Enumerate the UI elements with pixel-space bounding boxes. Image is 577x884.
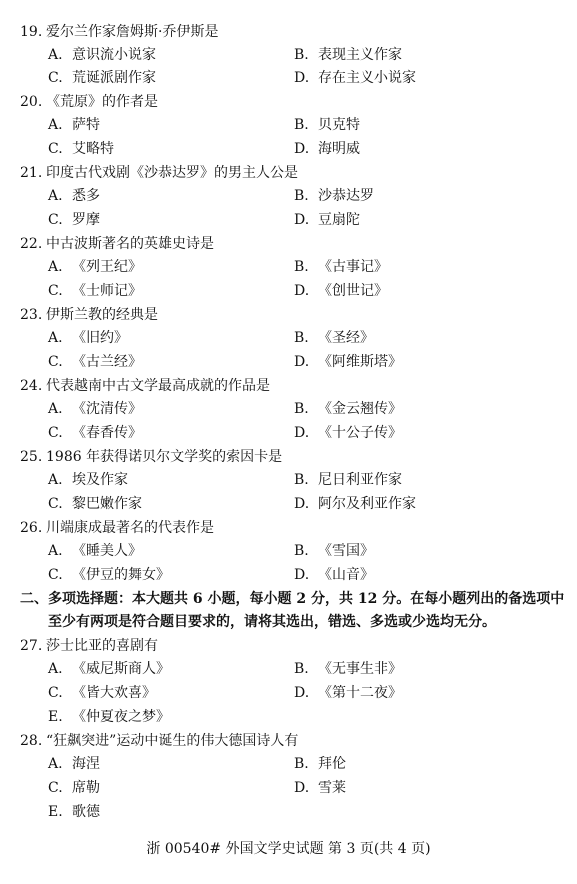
question-number: 19. bbox=[20, 24, 43, 40]
option-28-d: D. 雪莱 bbox=[294, 780, 346, 796]
question-text: 伊斯兰教的经典是 bbox=[46, 307, 158, 323]
question-text: 爱尔兰作家詹姆斯·乔伊斯是 bbox=[46, 24, 219, 40]
option-26-c: C. 《伊豆的舞女》 bbox=[48, 567, 170, 583]
option-24-d: D. 《十公子传》 bbox=[294, 425, 402, 441]
option-22-b: B. 《古事记》 bbox=[294, 259, 388, 275]
question-24 bbox=[20, 375, 270, 398]
question-number: 25. bbox=[20, 449, 43, 465]
question-26 bbox=[20, 517, 214, 540]
option-21-b: B. 沙恭达罗 bbox=[294, 188, 374, 204]
option-26-a: A. 《睡美人》 bbox=[48, 543, 142, 559]
option-21-d: D. 豆扇陀 bbox=[294, 212, 360, 228]
option-25-d: D. 阿尔及利亚作家 bbox=[294, 496, 416, 512]
question-text: 莎士比亚的喜剧有 bbox=[46, 638, 158, 654]
option-20-d: D. 海明威 bbox=[294, 141, 360, 157]
option-24-b: B. 《金云翘传》 bbox=[294, 401, 402, 417]
option-26-b: B. 《雪国》 bbox=[294, 543, 374, 559]
option-25-a: A. 埃及作家 bbox=[48, 472, 128, 488]
question-21 bbox=[20, 162, 298, 185]
option-23-d: D. 《阿维斯塔》 bbox=[294, 354, 402, 370]
option-28-a: A. 海涅 bbox=[48, 756, 100, 772]
option-20-b: B. 贝克特 bbox=[294, 117, 360, 133]
option-27-a: A. 《威尼斯商人》 bbox=[48, 661, 170, 677]
question-text: 川端康成最著名的代表作是 bbox=[46, 520, 214, 536]
option-24-c: C. 《春香传》 bbox=[48, 425, 142, 441]
question-number: 27. bbox=[20, 638, 43, 654]
question-number: 22. bbox=[20, 236, 43, 252]
option-22-a: A. 《列王纪》 bbox=[48, 259, 142, 275]
question-28 bbox=[20, 730, 298, 753]
option-19-b: B. 表现主义作家 bbox=[294, 47, 402, 63]
option-28-e: E. 歌德 bbox=[48, 804, 100, 820]
option-20-a: A. 萨特 bbox=[48, 117, 100, 133]
option-22-d: D. 《创世记》 bbox=[294, 283, 388, 299]
option-25-b: B. 尼日利亚作家 bbox=[294, 472, 402, 488]
question-number: 26. bbox=[20, 520, 43, 536]
question-text: 中古波斯著名的英雄史诗是 bbox=[46, 236, 214, 252]
option-26-d: D. 《山音》 bbox=[294, 567, 374, 583]
option-21-a: A. 悉多 bbox=[48, 188, 100, 204]
option-24-a: A. 《沈清传》 bbox=[48, 401, 142, 417]
option-21-c: C. 罗摩 bbox=[48, 212, 100, 228]
question-25 bbox=[20, 446, 282, 469]
section-2-line-2: 至少有两项是符合题目要求的，请将其选出，错选、多选或少选均无分。 bbox=[48, 614, 496, 630]
question-text: 代表越南中古文学最高成就的作品是 bbox=[46, 378, 270, 394]
option-22-c: C. 《士师记》 bbox=[48, 283, 142, 299]
option-28-c: C. 席勒 bbox=[48, 780, 100, 796]
question-number: 28. bbox=[20, 733, 43, 749]
option-20-c: C. 艾略特 bbox=[48, 141, 114, 157]
question-20 bbox=[20, 91, 158, 114]
question-text: 印度古代戏剧《沙恭达罗》的男主人公是 bbox=[46, 165, 298, 181]
option-23-a: A. 《旧约》 bbox=[48, 330, 128, 346]
option-27-e: E. 《仲夏夜之梦》 bbox=[48, 709, 170, 725]
option-27-b: B. 《无事生非》 bbox=[294, 661, 402, 677]
question-number: 21. bbox=[20, 165, 43, 181]
page-footer: 浙 00540# 外国文学史试题 第 3 页(共 4 页) bbox=[146, 841, 431, 857]
question-22 bbox=[20, 233, 214, 256]
option-23-b: B. 《圣经》 bbox=[294, 330, 374, 346]
question-text: 1986 年获得诺贝尔文学奖的索因卡是 bbox=[46, 449, 283, 465]
option-19-c: C. 荒诞派剧作家 bbox=[48, 70, 156, 86]
section-2-heading bbox=[20, 588, 568, 634]
question-text: “狂飙突进”运动中诞生的伟大德国诗人有 bbox=[46, 733, 299, 749]
option-27-d: D. 《第十二夜》 bbox=[294, 685, 402, 701]
question-number: 20. bbox=[20, 94, 43, 110]
question-23 bbox=[20, 304, 158, 327]
question-27 bbox=[20, 635, 158, 658]
option-19-a: A. 意识流小说家 bbox=[48, 47, 156, 63]
option-27-c: C. 《皆大欢喜》 bbox=[48, 685, 156, 701]
question-number: 24. bbox=[20, 378, 43, 394]
section-2-line-1: 二、多项选择题：本大题共 6 小题，每小题 2 分，共 12 分。在每小题列出的备选项中 bbox=[20, 591, 565, 607]
option-19-d: D. 存在主义小说家 bbox=[294, 70, 416, 86]
question-19 bbox=[20, 21, 218, 44]
question-number: 23. bbox=[20, 307, 43, 323]
question-text: 《荒原》的作者是 bbox=[46, 94, 158, 110]
option-28-b: B. 拜伦 bbox=[294, 756, 346, 772]
option-25-c: C. 黎巴嫩作家 bbox=[48, 496, 142, 512]
option-23-c: C. 《古兰经》 bbox=[48, 354, 142, 370]
